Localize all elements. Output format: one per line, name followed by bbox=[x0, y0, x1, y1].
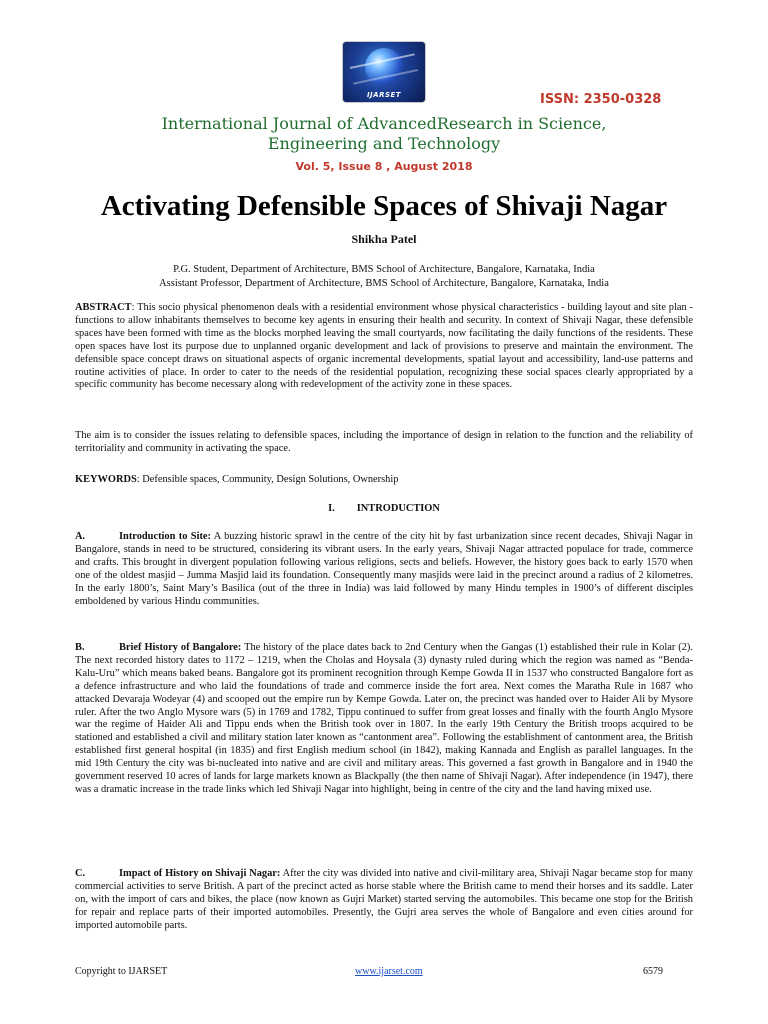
abstract-paragraph bbox=[75, 302, 693, 392]
section-title: INTRODUCTION bbox=[356, 503, 440, 514]
abstract-text: : This socio physical phenomenon deals with a residential environment whose physical characteristics - building layout and site plan - functions to allow inhabitants themselves to become key agents in ensuring their health and security. In context of Shivaji Nagar, these defensible spaces have been formed with time as the blocks morphed leaving the small courtyards, now facilitating the daily functions of the residents. These open spaces have lost its purpose due to unplanned organic development and lack of provisions to preserve and maintain the environment. The defensible space concept draws on situational aspects of organic incremental developments, spatial layout and accessibility, land-use patterns and routine activities of place. In order to cater to the needs of the residential population, recognizing these social spaces clearly appropriated by a specific community has become necessary along with redevelopment of the activity zone in these spaces. bbox=[75, 302, 693, 391]
journal-name-line1: International Journal of AdvancedResearch in Science, bbox=[161, 114, 607, 133]
volume-issue: Vol. 5, Issue 8 , August 2018 bbox=[295, 160, 473, 173]
issn-number: ISSN: 2350-0328 bbox=[540, 92, 662, 107]
keywords-text: : Defensible spaces, Community, Design Solutions, Ownership bbox=[136, 474, 399, 485]
subsection-a bbox=[75, 531, 693, 608]
aim-paragraph: The aim is to consider the issues relating to defensible spaces, including the importance of design in relation to the function and the reliability of territoriality and community in activating the space. bbox=[75, 430, 693, 454]
section-heading-introduction bbox=[0, 503, 768, 514]
page-number: 6579 bbox=[643, 966, 663, 977]
paper-title: Activating Defensible Spaces of Shivaji Nagar bbox=[100, 190, 668, 222]
subsection-a-heading: Introduction to Site: bbox=[119, 531, 211, 542]
section-number: I. bbox=[328, 503, 335, 514]
journal-logo bbox=[343, 42, 425, 102]
journal-name-line2: Engineering and Technology bbox=[267, 134, 501, 153]
subsection-b-text: The history of the place dates back to 2nd Century when the Gangas (1) established their rule in Kolar (2). The next recorded history dates to 1172 – 1219, when the Cholas and Hoysala (3) dynasty ruled during which the region was named as “Benda-Kalu-Uru” which means baked beans. Bangalore got its prominent recognition through Kempe Gowda II in 1537 who constructed Bangalore fort as a defence infrastructure and who laid the foundations of trade and commerce inside the fort area. Next comes the Maratha Rule in 1687 who attacked Devaraja Wodeyar (4) and scooped out the empire run by Kempe Gowda. Later on, the precinct was handed over to Haider Ali by Mysore ruler. After the two Anglo Mysore wars (5) in 1769 and 1782, Tippu continued to suffer from great losses and finally with the fourth Anglo Mysore war the regime of Haider Ali and Tippu ends when the British took over in 1807. In the early 19th Century the British troops acquired to be stationed and established a civil and military station later known as “cantonment area”. Following the establishment of cantonment area, the British established first general hospital (in 1835) and first English medium school (in 1842), making Kannada and English as parallel languages. In the mid 19th Century the city was bi-nucleated into native and are civil and military areas. This governed a fast growth in Bangalore and in 1940 the government reserved 10 acres of lands for large markets known as Blackpally (the then name of Shivaji Nagar). After independence (in 1947), there was a dramatic increase in the trade links which led Shivaji Nagar into highlight, being in centre of the city and the land having mixed use. bbox=[75, 642, 693, 795]
affiliation-2: Assistant Professor, Department of Architecture, BMS School of Architecture, Bangalore, Karnataka, India bbox=[159, 278, 609, 289]
footer-website-link[interactable]: www.ijarset.com bbox=[355, 966, 423, 977]
subsection-b bbox=[75, 642, 693, 797]
subsection-b-heading: Brief History of Bangalore: bbox=[119, 642, 242, 653]
keywords-paragraph bbox=[75, 474, 693, 487]
affiliation-1: P.G. Student, Department of Architecture, BMS School of Architecture, Bangalore, Karnataka, India bbox=[173, 264, 595, 275]
subsection-b-letter: B. bbox=[75, 642, 85, 653]
subsection-c-letter: C. bbox=[75, 868, 86, 879]
subsection-c-heading: Impact of History on Shivaji Nagar: bbox=[119, 868, 281, 879]
logo-text: IJARSET bbox=[366, 91, 402, 99]
subsection-a-letter: A. bbox=[75, 531, 86, 542]
subsection-a-text: A buzzing historic sprawl in the centre of the city hit by fast urbanization since recent decades, Shivaji Nagar in Bangalore, stands in need to be structured, considering its vibrant users. In the early years, Shivaji Nagar attracted populace for trade, commerce and crafts. This brought in divergent population following various religions, sects and beliefs. However, the history goes back to early 1570 when one of the oldest masjid – Jumma Masjid laid its foundation. Consequently many masjids were laid in the precinct around a radius of 2 kilometres. In the early 1800’s, Saint Mary’s Basilica (out of the three in India) was laid followed by many Hindu temples in 1900’s of different disciples emboldened by various Hindu communities. bbox=[75, 531, 693, 607]
author-name: Shikha Patel bbox=[351, 232, 417, 246]
footer-copyright: Copyright to IJARSET bbox=[75, 966, 168, 977]
page-footer bbox=[75, 966, 693, 980]
subsection-c bbox=[75, 868, 693, 933]
subsection-c-text: After the city was divided into native and civil-military area, Shivaji Nagar became stop for many commercial activities to serve British. A part of the precinct acted as horse stable where the British came to mend their horses and its saddle. Later on, with the import of cars and bikes, the place (now known as Gujri Market) started serving the automobiles. This became one stop for the British for repair and replace parts of their imported automobiles. Presently, the Gujri area serves the whole of Bangalore and even cities around for imported automobile parts. bbox=[75, 868, 694, 931]
abstract-label: ABSTRACT bbox=[75, 302, 132, 313]
keywords-label: KEYWORDS bbox=[75, 474, 137, 485]
